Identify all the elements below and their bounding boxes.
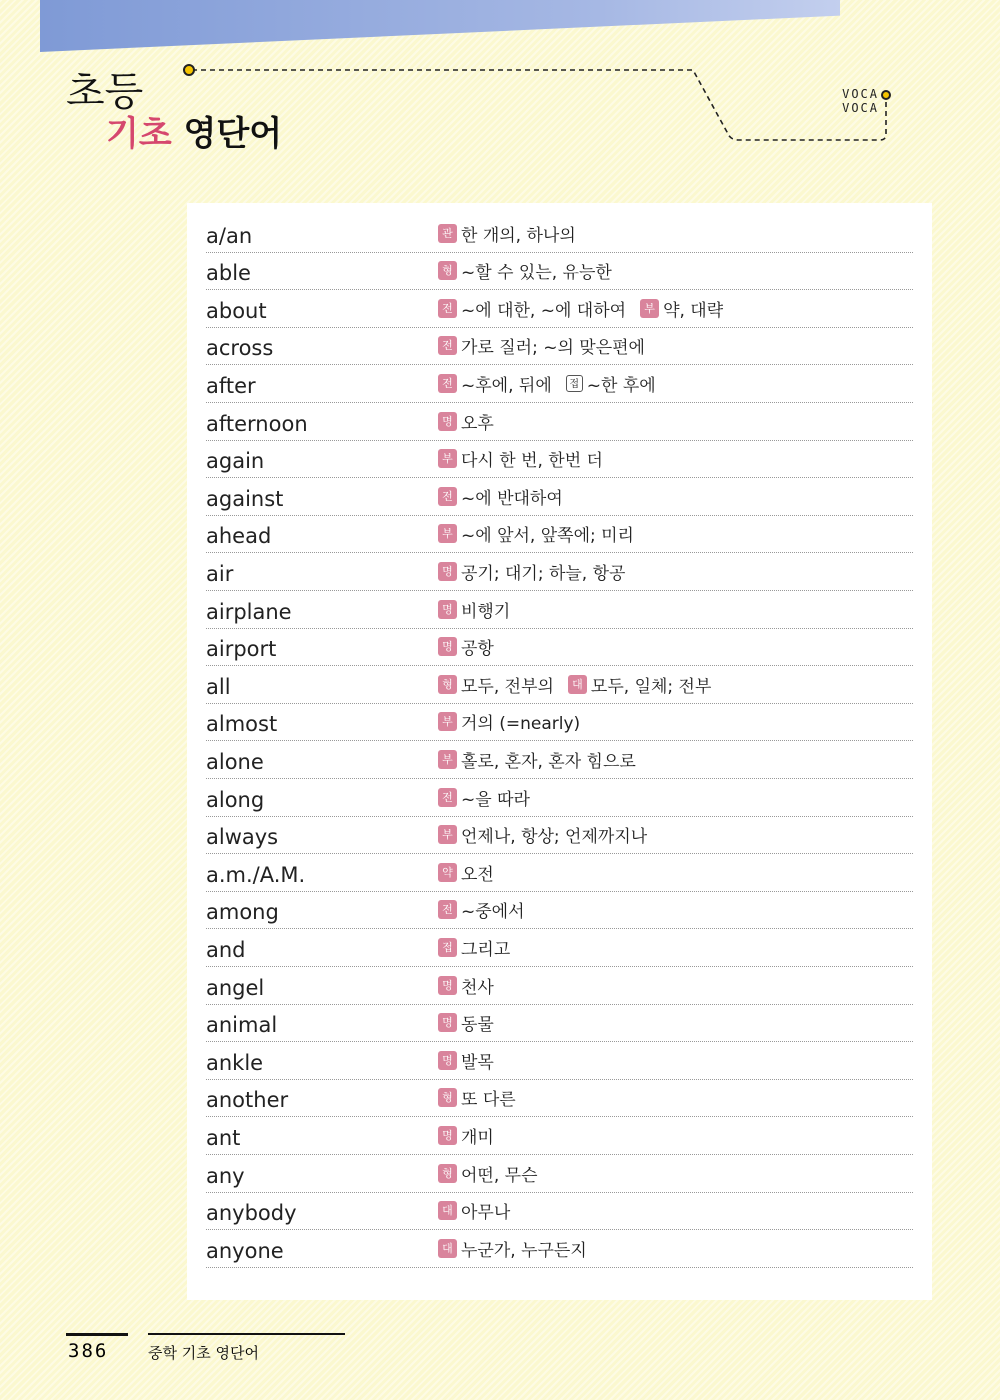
dashed-path-decoration	[0, 0, 1000, 160]
meaning-text: 비행기	[461, 601, 511, 622]
title-small: 초등	[66, 69, 144, 115]
entry-word: a/an	[206, 223, 253, 248]
entry-word: any	[206, 1163, 245, 1188]
part-of-speech-badge: 부	[438, 712, 457, 731]
entry-meaning	[438, 634, 494, 659]
list-item	[206, 929, 913, 967]
part-of-speech-badge: 전	[438, 900, 457, 919]
list-item	[206, 1080, 913, 1118]
meaning-text: ~을 따라	[461, 789, 530, 810]
meaning-text: 약, 대략	[663, 300, 724, 321]
entry-meaning	[438, 559, 625, 584]
meaning-text: 천사	[461, 977, 494, 998]
entry-word: along	[206, 787, 265, 812]
entry-word: always	[206, 825, 279, 850]
meaning-text: 동물	[461, 1015, 494, 1036]
meaning-text: 누군가, 누구든지	[461, 1240, 587, 1261]
part-of-speech-badge: 부	[438, 449, 457, 468]
part-of-speech-badge: 대	[438, 1239, 457, 1258]
part-of-speech-badge: 명	[438, 600, 457, 619]
entry-meaning	[438, 371, 656, 396]
voca-label: VOCA VOCA	[842, 87, 879, 115]
entry-meaning	[438, 973, 494, 998]
page-number: 386	[68, 1340, 109, 1362]
part-of-speech-badge: 명	[438, 976, 457, 995]
entry-meaning	[438, 296, 723, 321]
entry-meaning	[438, 1123, 494, 1148]
part-of-speech-badge: 대	[438, 1201, 457, 1220]
entry-word: a.m./A.M.	[206, 862, 306, 887]
entry-word: ankle	[206, 1050, 264, 1075]
list-item	[206, 478, 913, 516]
list-item	[206, 516, 913, 554]
part-of-speech-badge: 약	[438, 863, 457, 882]
meaning-text: 오후	[461, 413, 494, 434]
part-of-speech-badge: 접	[438, 938, 457, 957]
meaning-text: 가로 질러; ~의 맞은편에	[461, 338, 645, 359]
meaning-text: ~중에서	[461, 902, 525, 923]
entry-meaning	[438, 258, 612, 283]
list-item	[206, 1230, 913, 1268]
meaning-text: 모두, 일체; 전부	[590, 676, 712, 697]
entry-meaning	[438, 409, 494, 434]
entry-meaning	[438, 1048, 494, 1073]
meaning-text: 어떤, 무슨	[461, 1165, 538, 1186]
star-icon	[882, 91, 890, 99]
meaning-text: 공기; 대기; 하늘, 항공	[461, 563, 626, 584]
entry-meaning	[438, 709, 580, 734]
entry-word: across	[206, 336, 274, 361]
part-of-speech-badge: 형	[438, 261, 457, 280]
entry-meaning	[438, 747, 636, 772]
meaning-text: 오전	[461, 864, 494, 885]
entry-meaning	[438, 1010, 494, 1035]
meaning-text: ~한 후에	[586, 375, 656, 396]
entry-meaning	[438, 1085, 516, 1110]
part-of-speech-badge: 형	[438, 675, 457, 694]
meaning-text: 다시 한 번, 한번 더	[461, 451, 603, 472]
meaning-text: 모두, 전부의	[461, 676, 554, 697]
part-of-speech-badge: 명	[438, 1126, 457, 1145]
entry-word: afternoon	[206, 411, 308, 436]
entry-word: ahead	[206, 524, 272, 549]
meaning-text: 공항	[461, 639, 494, 660]
list-item	[206, 253, 913, 291]
part-of-speech-badge: 명	[438, 1051, 457, 1070]
list-item	[206, 967, 913, 1005]
meaning-text: 그리고	[461, 939, 511, 960]
meaning-text: 발목	[461, 1052, 494, 1073]
list-item	[206, 215, 913, 253]
entry-word: again	[206, 449, 265, 474]
title-main: 영단어	[183, 114, 283, 154]
part-of-speech-badge: 형	[438, 1164, 457, 1183]
entry-meaning	[438, 860, 494, 885]
entry-word: ant	[206, 1125, 241, 1150]
entry-word: airplane	[206, 599, 292, 624]
meaning-text: ~에 대한, ~에 대하여	[461, 300, 627, 321]
part-of-speech-badge: 전	[438, 487, 457, 506]
list-item	[206, 704, 913, 742]
part-of-speech-badge: 부	[438, 524, 457, 543]
entry-meaning	[438, 484, 563, 509]
entry-meaning	[438, 221, 576, 246]
entry-word: airport	[206, 637, 277, 662]
part-of-speech-badge: 접	[566, 375, 583, 392]
entry-meaning	[438, 446, 603, 471]
meaning-text: ~에 앞서, 앞쪽에; 미리	[461, 526, 634, 547]
list-item	[206, 629, 913, 667]
entry-meaning	[438, 672, 711, 697]
title-highlight: 기초	[106, 114, 172, 154]
meaning-text: 언제나, 항상; 언제까지나	[461, 827, 648, 848]
part-of-speech-badge: 전	[438, 788, 457, 807]
meaning-text: 개미	[461, 1127, 494, 1148]
entry-word: angel	[206, 975, 265, 1000]
list-item	[206, 854, 913, 892]
entry-word: after	[206, 373, 256, 398]
meaning-text: 한 개의, 하나의	[461, 225, 576, 246]
part-of-speech-badge: 부	[640, 299, 659, 318]
list-item	[206, 1117, 913, 1155]
entry-meaning	[438, 935, 510, 960]
meaning-text: 아무나	[461, 1203, 511, 1224]
list-item	[206, 328, 913, 366]
footer-title: 중학 기초 영단어	[148, 1344, 259, 1362]
vocabulary-list	[187, 203, 932, 1300]
list-item	[206, 365, 913, 403]
entry-word: animal	[206, 1013, 278, 1038]
list-item	[206, 741, 913, 779]
list-item	[206, 666, 913, 704]
entry-word: among	[206, 900, 279, 925]
meaning-text: ~할 수 있는, 유능한	[461, 263, 612, 284]
entry-meaning	[438, 521, 634, 546]
entry-meaning	[438, 1161, 538, 1186]
part-of-speech-badge: 전	[438, 336, 457, 355]
part-of-speech-badge: 명	[438, 1013, 457, 1032]
part-of-speech-badge: 부	[438, 825, 457, 844]
list-item	[206, 892, 913, 930]
entry-word: and	[206, 937, 246, 962]
list-item	[206, 1042, 913, 1080]
entry-word: anyone	[206, 1238, 284, 1263]
list-item	[206, 591, 913, 629]
part-of-speech-badge: 전	[438, 299, 457, 318]
list-item	[206, 403, 913, 441]
part-of-speech-badge: 명	[438, 412, 457, 431]
meaning-text: 홀로, 혼자, 혼자 힘으로	[461, 751, 636, 772]
entry-word: another	[206, 1088, 289, 1113]
list-item	[206, 290, 913, 328]
entry-word: against	[206, 486, 284, 511]
list-item	[206, 1005, 913, 1043]
part-of-speech-badge: 부	[438, 750, 457, 769]
part-of-speech-badge: 형	[438, 1088, 457, 1107]
part-of-speech-badge: 관	[438, 224, 457, 243]
part-of-speech-badge: 대	[568, 675, 587, 694]
list-item	[206, 779, 913, 817]
entry-word: almost	[206, 712, 278, 737]
entry-meaning	[438, 785, 530, 810]
entry-meaning	[438, 1198, 510, 1223]
list-item	[206, 441, 913, 479]
entry-word: air	[206, 561, 234, 586]
entry-word: all	[206, 674, 231, 699]
entry-meaning	[438, 1236, 587, 1261]
meaning-text: ~에 반대하여	[461, 488, 563, 509]
meaning-text: 거의 (=nearly)	[461, 714, 581, 735]
meaning-text: 또 다른	[461, 1090, 516, 1111]
entry-meaning	[438, 333, 645, 358]
entry-meaning	[438, 897, 525, 922]
list-item	[206, 1155, 913, 1193]
meaning-text: ~후에, 뒤에	[461, 375, 552, 396]
entry-word: about	[206, 298, 267, 323]
entry-meaning	[438, 597, 510, 622]
entry-word: able	[206, 261, 251, 286]
list-item	[206, 1193, 913, 1231]
part-of-speech-badge: 전	[438, 374, 457, 393]
list-item	[206, 817, 913, 855]
list-item	[206, 553, 913, 591]
entry-word: anybody	[206, 1201, 297, 1226]
star-icon	[184, 65, 194, 75]
entry-meaning	[438, 822, 647, 847]
entry-word: alone	[206, 749, 264, 774]
part-of-speech-badge: 명	[438, 562, 457, 581]
part-of-speech-badge: 명	[438, 637, 457, 656]
